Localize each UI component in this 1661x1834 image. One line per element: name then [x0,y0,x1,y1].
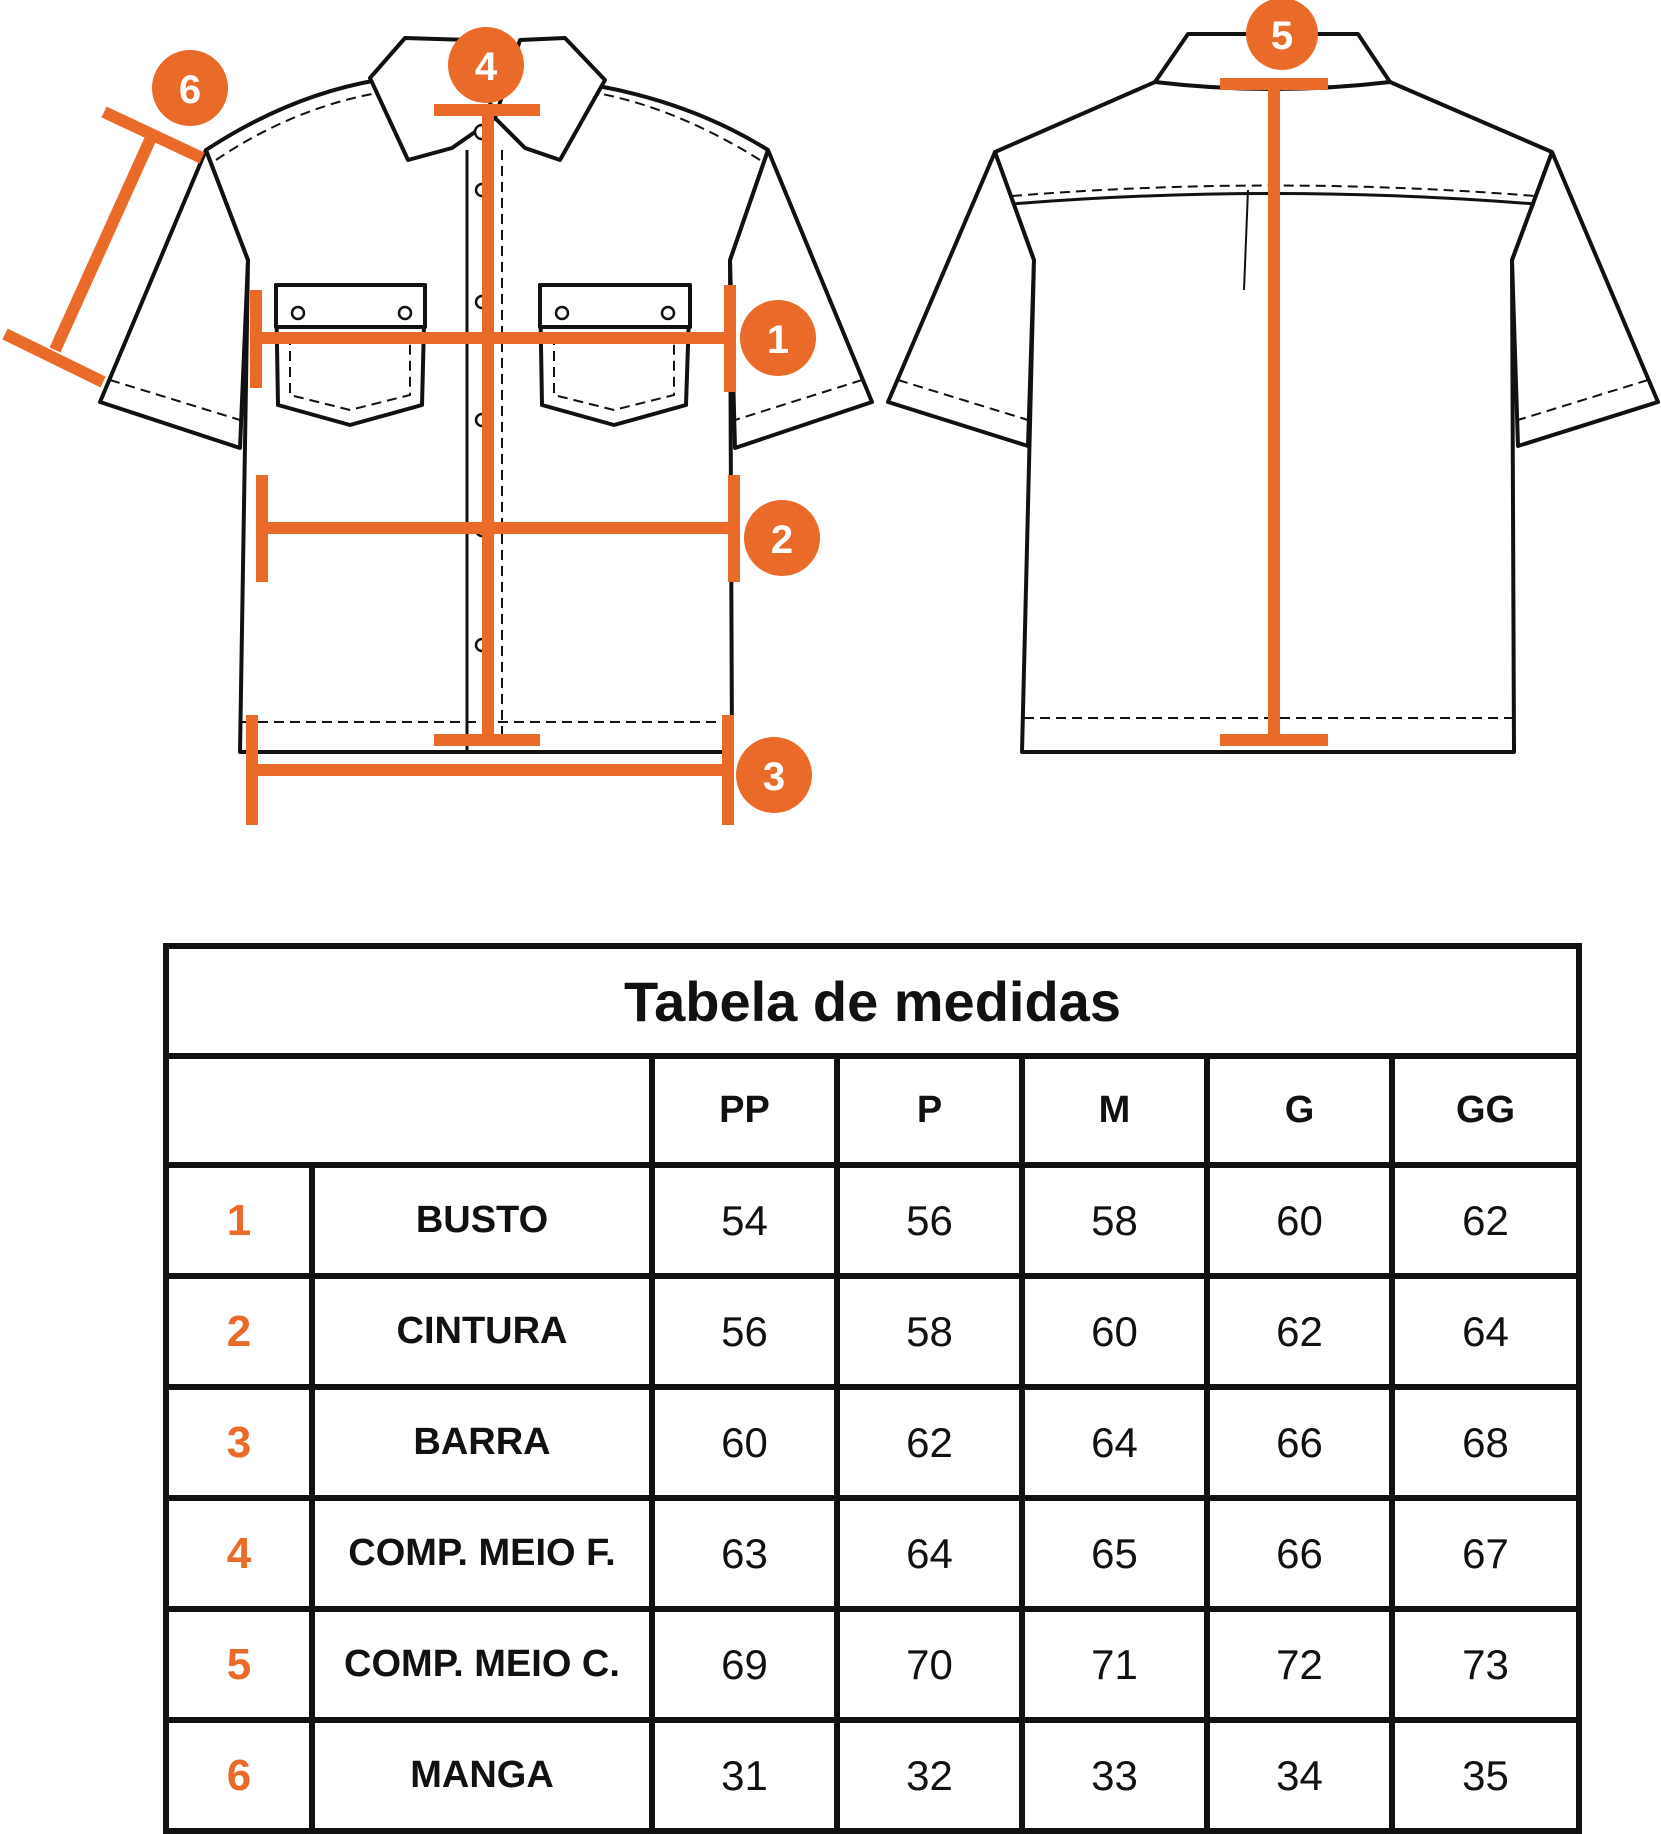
badge-label: 4 [474,45,498,89]
measure-number: 4 [166,1498,312,1609]
measure-value: 70 [837,1609,1022,1720]
size-header: GG [1392,1056,1579,1165]
measure-value: 73 [1392,1609,1579,1720]
table-title: Tabela de medidas [166,946,1579,1056]
measure-name: MANGA [312,1720,652,1831]
measure-value: 60 [652,1387,837,1498]
measure-name: BUSTO [312,1165,652,1276]
measure-number: 6 [166,1720,312,1831]
table-row [166,1276,1579,1387]
measure-value: 63 [652,1498,837,1609]
measure-number: 2 [166,1276,312,1387]
measure-value: 71 [1022,1609,1207,1720]
measure-value: 58 [837,1276,1022,1387]
measure-value: 58 [1022,1165,1207,1276]
measure-value: 32 [837,1720,1022,1831]
measure-value: 68 [1392,1387,1579,1498]
shirt-measurement-diagram [0,0,1661,900]
badge-1 [740,300,816,376]
pocket-button [662,307,674,319]
measure-number: 5 [166,1609,312,1720]
pocket-button [556,307,568,319]
measure-value: 65 [1022,1498,1207,1609]
measure-value: 56 [652,1276,837,1387]
measure-value: 33 [1022,1720,1207,1831]
measure-value: 67 [1392,1498,1579,1609]
measure-value: 31 [652,1720,837,1831]
badge-label: 5 [1270,14,1294,58]
table-header-row [166,1056,1579,1165]
table-row [166,1498,1579,1609]
measure-name: CINTURA [312,1276,652,1387]
measure-value: 66 [1207,1387,1392,1498]
measure-value: 69 [652,1609,837,1720]
table-row [166,1387,1579,1498]
measure-value: 62 [1207,1276,1392,1387]
pocket-button [399,307,411,319]
measure-value: 64 [1022,1387,1207,1498]
badge-label: 1 [766,318,790,362]
pocket-button [292,307,304,319]
measure-value: 60 [1022,1276,1207,1387]
table-row [166,1720,1579,1831]
badge-6 [152,50,228,126]
badge-4 [448,27,524,103]
size-chart-table [163,943,1582,1834]
badge-3 [736,737,812,813]
measure-value: 34 [1207,1720,1392,1831]
measure-value: 54 [652,1165,837,1276]
measure-value: 62 [1392,1165,1579,1276]
table-title-row [166,946,1579,1056]
measure-value: 64 [837,1498,1022,1609]
size-header: P [837,1056,1022,1165]
measure-name: BARRA [312,1387,652,1498]
measure-value: 35 [1392,1720,1579,1831]
table-row [166,1165,1579,1276]
measure-number: 1 [166,1165,312,1276]
badge-label: 6 [178,68,202,112]
size-header: PP [652,1056,837,1165]
measure-value: 72 [1207,1609,1392,1720]
measure-name: COMP. MEIO C. [312,1609,652,1720]
measure-value: 62 [837,1387,1022,1498]
size-header: M [1022,1056,1207,1165]
measure-name: COMP. MEIO F. [312,1498,652,1609]
table-row [166,1609,1579,1720]
badge-label: 2 [770,518,794,562]
measure-value: 64 [1392,1276,1579,1387]
size-header: G [1207,1056,1392,1165]
measure-value: 56 [837,1165,1022,1276]
measure-number: 3 [166,1387,312,1498]
measure-value: 66 [1207,1498,1392,1609]
measure-value: 60 [1207,1165,1392,1276]
badge-5 [1246,0,1318,70]
badge-2 [744,500,820,576]
badge-label: 3 [762,755,786,799]
header-empty-cell [166,1056,652,1165]
